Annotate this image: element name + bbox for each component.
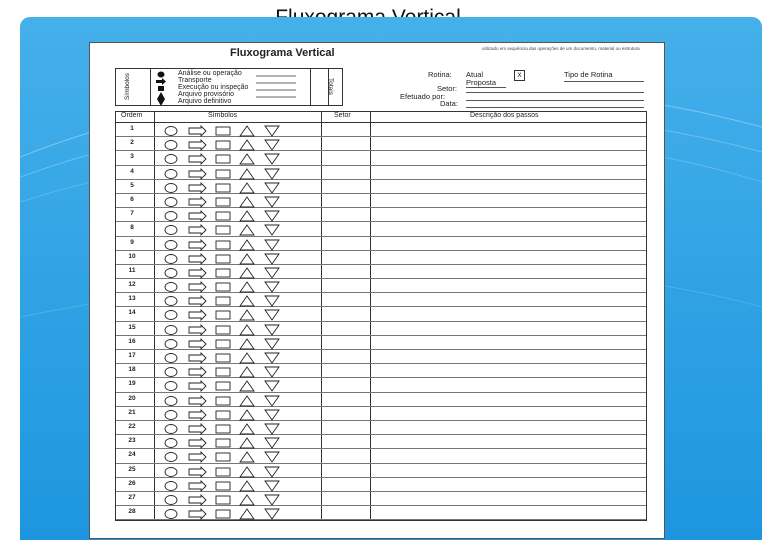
operation-circle-icon <box>165 439 177 448</box>
transport-arrow-icon <box>189 254 206 264</box>
data-field[interactable] <box>466 107 644 108</box>
table-row <box>116 449 646 463</box>
row-symbols[interactable] <box>159 266 299 278</box>
temporary-file-triangle-icon <box>240 197 254 207</box>
row-order-number: 21 <box>128 408 136 416</box>
row-order-number: 10 <box>128 252 136 260</box>
definitive-file-triangle-icon <box>265 509 279 519</box>
row-symbols[interactable] <box>159 138 299 150</box>
definitive-file-triangle-icon <box>265 240 279 250</box>
operation-circle-icon <box>165 283 177 292</box>
row-symbols[interactable] <box>159 124 299 136</box>
temporary-file-triangle-icon <box>240 154 254 164</box>
transport-arrow-icon <box>189 197 206 207</box>
transport-arrow-icon <box>189 282 206 292</box>
definitive-file-triangle-icon <box>265 126 279 136</box>
inspection-square-icon <box>216 269 230 277</box>
column-header-descricao: Descrição dos passos <box>470 112 539 119</box>
symbols-legend <box>115 68 343 106</box>
table-body <box>116 123 646 520</box>
row-symbols[interactable] <box>159 280 299 292</box>
form-title: Fluxograma Vertical <box>230 47 335 59</box>
inspection-square-icon <box>216 482 230 490</box>
legend-item-label: Arquivo definitivo <box>178 98 232 105</box>
row-symbols[interactable] <box>159 167 299 179</box>
definitive-file-triangle-icon <box>265 282 279 292</box>
inspection-square-icon <box>216 127 230 135</box>
row-order-number: 8 <box>130 224 134 232</box>
row-symbols[interactable] <box>159 181 299 193</box>
row-symbols[interactable] <box>159 507 299 519</box>
legend-item-label: Execução ou inspeção <box>178 84 249 91</box>
transport-arrow-icon <box>189 452 206 462</box>
inspection-square-icon <box>216 198 230 206</box>
underline <box>466 87 506 88</box>
inspection-square-icon <box>216 340 230 348</box>
temporary-file-triangle-icon <box>240 381 254 391</box>
row-order-number: 15 <box>128 323 136 331</box>
row-symbols[interactable] <box>159 436 299 448</box>
operation-circle-icon <box>165 311 177 320</box>
legend-heading: Símbolos <box>124 72 132 101</box>
row-order-number: 17 <box>128 352 136 359</box>
definitive-file-triangle-icon <box>265 481 279 491</box>
transport-arrow-icon <box>189 183 206 193</box>
transport-arrow-icon <box>189 424 206 434</box>
operation-circle-icon <box>165 467 177 476</box>
definitive-file-triangle-icon <box>265 495 279 505</box>
table-row <box>116 378 646 392</box>
transport-arrow-icon <box>189 438 206 448</box>
definitive-file-triangle-icon <box>265 296 279 306</box>
inspection-square-icon <box>216 311 230 319</box>
table-row <box>116 307 646 321</box>
temporary-file-triangle-icon <box>240 424 254 434</box>
inspection-square-icon <box>216 212 230 220</box>
definitive-file-triangle-icon <box>265 268 279 278</box>
operation-circle-icon <box>165 382 177 391</box>
temporary-file-triangle-icon <box>240 240 254 250</box>
row-order-number: 1 <box>130 125 134 132</box>
row-order-number: 23 <box>128 437 136 445</box>
inspection-square-icon <box>216 354 230 362</box>
inspection-square-icon <box>216 439 230 447</box>
temporary-file-triangle-icon <box>240 481 254 491</box>
legend-item-label: Transporte <box>178 77 212 84</box>
table-row <box>116 421 646 435</box>
data-label: Data: <box>440 99 458 108</box>
row-order-number: 18 <box>128 366 136 374</box>
inspection-square-icon <box>216 397 230 405</box>
inspection-square-icon <box>216 255 230 263</box>
rotina-label: Rotina: <box>428 70 452 79</box>
temporary-file-triangle-icon <box>240 410 254 420</box>
temporary-file-triangle-icon <box>240 225 254 235</box>
operation-circle-icon <box>165 169 177 178</box>
transport-arrow-icon <box>189 495 206 505</box>
definitive-file-triangle-icon <box>265 367 279 377</box>
table-row <box>116 350 646 364</box>
row-order-number: 25 <box>128 465 136 473</box>
transport-arrow-icon <box>189 509 206 519</box>
inspection-square-icon <box>216 496 230 504</box>
operation-circle-icon <box>165 155 177 164</box>
inspection-square-icon <box>216 155 230 163</box>
operation-circle-icon <box>165 197 177 206</box>
definitive-file-triangle-icon <box>265 197 279 207</box>
row-order-number: 5 <box>130 181 134 189</box>
temporary-file-triangle-icon <box>156 92 166 99</box>
table-row <box>116 166 646 180</box>
row-order-number: 9 <box>130 238 134 246</box>
temporary-file-triangle-icon <box>240 183 254 193</box>
column-header-simbolos: Símbolos <box>208 112 238 119</box>
temporary-file-triangle-icon <box>240 339 254 349</box>
inspection-square-icon <box>216 283 230 291</box>
operation-circle-icon <box>165 212 177 221</box>
table-row <box>116 137 646 151</box>
definitive-file-triangle-icon <box>265 140 279 150</box>
operation-circle-icon <box>165 268 177 277</box>
table-row <box>116 364 646 378</box>
inspection-square-icon <box>216 297 230 305</box>
inspection-square-icon <box>156 85 166 92</box>
row-order-number: 7 <box>130 210 134 218</box>
temporary-file-triangle-icon <box>240 367 254 377</box>
row-order-number: 3 <box>130 153 134 161</box>
definitive-file-triangle-icon <box>265 154 279 164</box>
row-symbols[interactable] <box>159 379 299 391</box>
definitive-file-triangle-icon <box>265 452 279 462</box>
row-symbols[interactable] <box>159 408 299 420</box>
operation-circle-icon <box>165 495 177 504</box>
operation-circle-icon <box>165 127 177 136</box>
table-row <box>116 435 646 449</box>
row-order-number: 11 <box>128 266 136 274</box>
row-order-number: 24 <box>128 451 136 459</box>
definitive-file-triangle-icon <box>265 339 279 349</box>
inspection-square-icon <box>216 141 230 149</box>
table-row <box>116 265 646 279</box>
tipo-rotina-label: Tipo de Rotina <box>564 70 613 79</box>
transport-arrow-icon <box>189 310 206 320</box>
table-row <box>116 393 646 407</box>
row-symbols[interactable] <box>159 308 299 320</box>
inspection-square-icon <box>216 326 230 334</box>
definitive-file-triangle-icon <box>265 254 279 264</box>
operation-circle-icon <box>165 481 177 490</box>
definitive-file-triangle-icon <box>265 225 279 235</box>
operation-circle-icon <box>165 240 177 249</box>
row-order-number: 13 <box>128 295 136 303</box>
operation-circle-icon <box>165 254 177 263</box>
temporary-file-triangle-icon <box>240 140 254 150</box>
table-row <box>116 194 646 208</box>
definitive-file-triangle-icon <box>265 325 279 335</box>
row-order-number: 2 <box>130 139 134 147</box>
temporary-file-triangle-icon <box>240 438 254 448</box>
row-symbols[interactable] <box>159 152 299 164</box>
row-symbols[interactable] <box>159 238 299 250</box>
row-order-number: 26 <box>128 479 136 487</box>
flowchart-form <box>89 42 665 539</box>
definitive-file-triangle-icon <box>265 410 279 420</box>
temporary-file-triangle-icon <box>240 296 254 306</box>
row-symbols[interactable] <box>159 394 299 406</box>
transport-arrow-icon <box>189 169 206 179</box>
temporary-file-triangle-icon <box>240 452 254 462</box>
form-note: utilizado em sequência das operações de um documento, material ou estrutura <box>482 46 640 51</box>
transport-arrow-icon <box>189 268 206 278</box>
operation-circle-icon <box>165 183 177 192</box>
temporary-file-triangle-icon <box>240 396 254 406</box>
inspection-square-icon <box>216 510 230 518</box>
transport-arrow-icon <box>189 481 206 491</box>
temporary-file-triangle-icon <box>240 169 254 179</box>
efetuado-field[interactable] <box>466 100 644 101</box>
flowchart-table <box>115 111 647 521</box>
temporary-file-triangle-icon <box>240 325 254 335</box>
row-symbols[interactable] <box>159 223 299 235</box>
transport-arrow-icon <box>189 154 206 164</box>
legend-divider <box>310 69 311 105</box>
temporary-file-triangle-icon <box>240 282 254 292</box>
row-order-number: 20 <box>128 394 136 402</box>
temporary-file-triangle-icon <box>240 254 254 264</box>
operation-circle-icon <box>165 339 177 348</box>
table-row <box>116 251 646 265</box>
row-order-number: 14 <box>128 309 136 317</box>
row-order-number: 6 <box>130 195 134 203</box>
table-row <box>116 336 646 350</box>
definitive-file-triangle-icon <box>265 169 279 179</box>
transport-arrow-icon <box>189 126 206 136</box>
row-order-number: 27 <box>128 493 136 501</box>
transport-arrow-icon <box>189 410 206 420</box>
row-symbols[interactable] <box>159 465 299 477</box>
operation-circle-icon <box>165 226 177 235</box>
legend-item-label: Arquivo provisório <box>178 91 235 98</box>
definitive-file-triangle-icon <box>265 438 279 448</box>
temporary-file-triangle-icon <box>240 211 254 221</box>
legend-item-label: Análise ou operação <box>178 70 242 77</box>
definitive-file-triangle-icon <box>265 381 279 391</box>
definitive-file-triangle-icon <box>265 396 279 406</box>
row-symbols[interactable] <box>159 479 299 491</box>
operation-circle-icon <box>165 297 177 306</box>
inspection-square-icon <box>216 368 230 376</box>
table-header <box>116 112 646 123</box>
row-symbols[interactable] <box>159 493 299 505</box>
temporary-file-triangle-icon <box>240 126 254 136</box>
table-row <box>116 478 646 492</box>
temporary-file-triangle-icon <box>240 509 254 519</box>
operation-circle-icon <box>156 71 166 78</box>
inspection-square-icon <box>216 382 230 390</box>
operation-circle-icon <box>165 368 177 377</box>
underline <box>564 81 644 82</box>
operation-circle-icon <box>165 141 177 150</box>
definitive-file-triangle-icon <box>265 467 279 477</box>
row-symbols[interactable] <box>159 422 299 434</box>
table-row <box>116 180 646 194</box>
table-row <box>116 237 646 251</box>
row-symbols[interactable] <box>159 209 299 221</box>
temporary-file-triangle-icon <box>240 495 254 505</box>
transport-arrow-icon <box>189 211 206 221</box>
operation-circle-icon <box>165 354 177 363</box>
transport-arrow-icon <box>189 140 206 150</box>
column-header-setor: Setor <box>334 112 351 119</box>
inspection-square-icon <box>216 468 230 476</box>
table-row <box>116 506 646 520</box>
operation-circle-icon <box>165 396 177 405</box>
table-row <box>116 151 646 165</box>
row-symbols[interactable] <box>159 195 299 207</box>
row-order-number: 12 <box>128 281 136 289</box>
transport-arrow-icon <box>189 353 206 363</box>
transport-arrow-icon <box>189 339 206 349</box>
temporary-file-triangle-icon <box>240 268 254 278</box>
setor-field[interactable] <box>466 92 644 93</box>
legend-count-cells <box>256 69 296 105</box>
table-row <box>116 492 646 506</box>
efetuado-label: Efetuado por: <box>400 92 446 101</box>
temporary-file-triangle-icon <box>240 467 254 477</box>
transport-arrow-icon <box>189 381 206 391</box>
transport-arrow-icon <box>189 467 206 477</box>
table-row <box>116 407 646 421</box>
row-order-number: 16 <box>128 337 136 345</box>
operation-circle-icon <box>165 510 177 519</box>
row-order-number: 28 <box>128 508 136 516</box>
row-symbols[interactable] <box>159 337 299 349</box>
totals-label: Totais <box>326 78 334 95</box>
transport-arrow-icon <box>189 325 206 335</box>
row-order-number: 22 <box>128 422 136 430</box>
inspection-square-icon <box>216 226 230 234</box>
row-order-number: 19 <box>128 380 136 388</box>
table-row <box>116 222 646 236</box>
transport-arrow-icon <box>189 225 206 235</box>
operation-circle-icon <box>165 453 177 462</box>
transport-arrow-icon <box>189 240 206 250</box>
proposta-label: Proposta <box>466 78 497 87</box>
row-symbols[interactable] <box>159 351 299 363</box>
temporary-file-triangle-icon <box>240 310 254 320</box>
inspection-square-icon <box>216 241 230 249</box>
operation-circle-icon <box>165 424 177 433</box>
definitive-file-triangle-icon <box>265 353 279 363</box>
definitive-file-triangle-icon <box>265 424 279 434</box>
table-row <box>116 322 646 336</box>
inspection-square-icon <box>216 411 230 419</box>
inspection-square-icon <box>216 453 230 461</box>
transport-arrow-icon <box>189 367 206 377</box>
row-symbols[interactable] <box>159 450 299 462</box>
inspection-square-icon <box>216 425 230 433</box>
row-symbols[interactable] <box>159 323 299 335</box>
transport-arrow-icon <box>189 396 206 406</box>
definitive-file-triangle-icon <box>265 183 279 193</box>
atual-label: Atual <box>466 70 484 79</box>
table-row <box>116 279 646 293</box>
definitive-file-triangle-icon <box>156 99 166 106</box>
definitive-file-triangle-icon <box>265 310 279 320</box>
row-symbols[interactable] <box>159 365 299 377</box>
operation-circle-icon <box>165 325 177 334</box>
row-symbols[interactable] <box>159 252 299 264</box>
operation-circle-icon <box>165 410 177 419</box>
row-order-number: 4 <box>130 167 134 175</box>
setor-label: Setor: <box>437 84 458 93</box>
table-row <box>116 464 646 478</box>
inspection-square-icon <box>216 184 230 192</box>
transport-arrow-icon <box>156 78 166 85</box>
column-header-ordem: Ordem <box>121 112 143 119</box>
row-symbols[interactable] <box>159 294 299 306</box>
table-row <box>116 208 646 222</box>
rotina-checkbox[interactable]: X <box>514 70 525 81</box>
table-row <box>116 293 646 307</box>
inspection-square-icon <box>216 170 230 178</box>
temporary-file-triangle-icon <box>240 353 254 363</box>
definitive-file-triangle-icon <box>265 211 279 221</box>
table-row <box>116 123 646 137</box>
transport-arrow-icon <box>189 296 206 306</box>
